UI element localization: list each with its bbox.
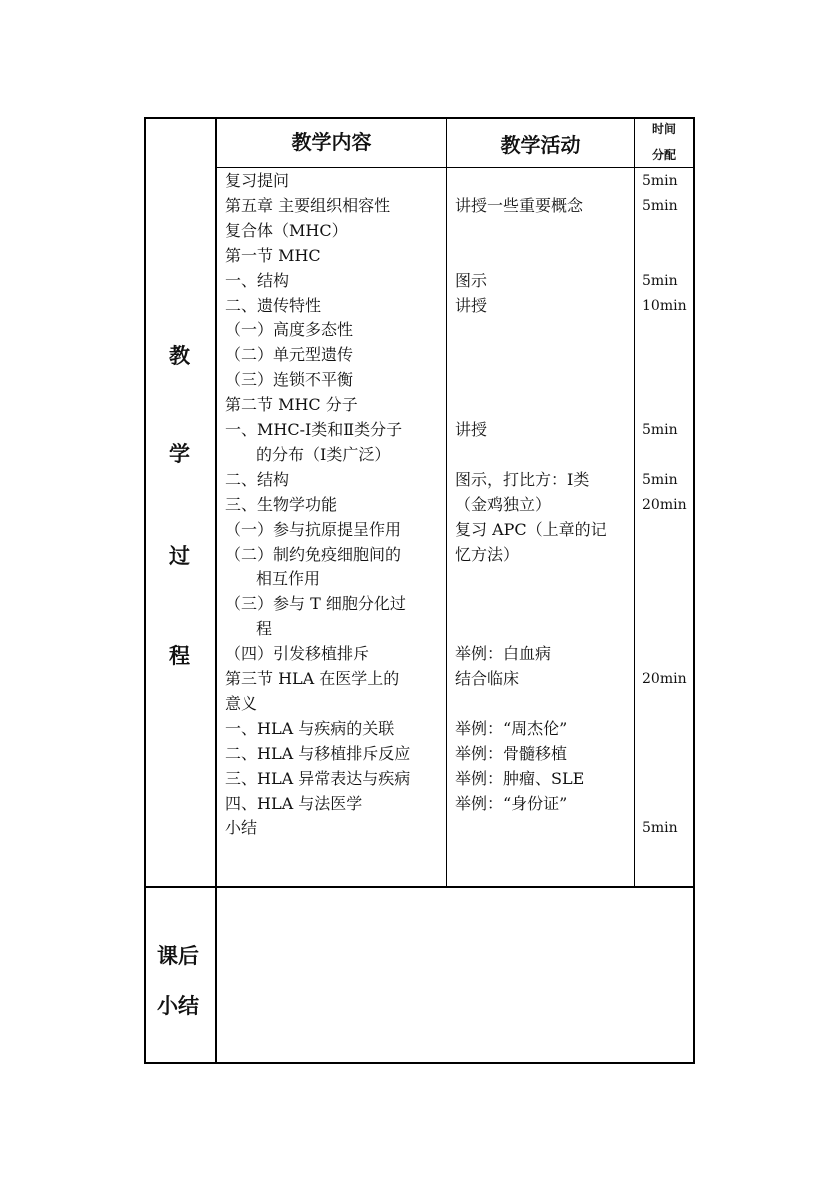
header-time-line1: 时间 [651,122,676,136]
content-row: 相互作用 [256,569,321,589]
time-row: 10min [642,297,687,314]
content-row: 第五章 主要组织相容性 [225,195,391,215]
time-row: 5min [642,422,678,438]
activity-row: 举例：肿瘤、SLE [455,768,585,788]
content-row: （三）参与 T 细胞分化过 [225,594,406,614]
content-row: 二、HLA 与移植排斥反应 [225,743,411,763]
content-row: 三、HLA 异常表达与疾病 [225,768,411,788]
activity-row: 复习 APC（上章的记 [455,519,607,539]
header-activity: 教学活动 [500,133,581,157]
time-row: 5min [642,197,678,214]
content-row: 一、结构 [225,270,290,290]
content-row: 三、生物学功能 [225,494,338,514]
activity-row: 图示 [455,270,488,290]
time-row: 5min [642,272,678,289]
time-row: 5min [642,820,678,837]
content-row: 意义 [225,693,258,713]
time-row: 20min [642,496,687,513]
activity-row: 举例：骨髓移植 [455,743,568,763]
activity-row: 讲授 [455,295,488,315]
activity-row: 举例：白血病 [455,644,552,664]
side-label-jiao: 教 [169,344,190,368]
activity-row: 忆方法） [455,544,520,564]
side-label-summary-1: 课后 [157,944,199,968]
content-row: 小结 [225,818,258,838]
content-row: 一、HLA 与疾病的关联 [225,718,395,738]
header-content: 教学内容 [291,130,372,154]
activity-row: 图示，打比方：Ⅰ类 [455,469,590,489]
side-label-guo: 过 [169,544,190,568]
content-row: （四）引发移植排斥 [225,644,370,664]
activity-row: 结合临床 [455,669,520,688]
content-row: 程 [256,619,273,639]
activity-row: 举例：“周杰伦” [455,718,568,738]
content-row: 二、结构 [225,469,290,489]
content-row: 第二节 MHC 分子 [225,395,358,415]
content-row: （三）连锁不平衡 [225,370,354,390]
content-row: 第三节 HLA 在医学上的 [225,669,400,688]
content-row: （二）制约免疫细胞间的 [225,544,402,564]
time-row: 20min [642,671,687,687]
side-label-cheng: 程 [169,644,190,668]
time-row: 5min [642,471,678,488]
activity-row: 举例：“身份证” [455,793,568,813]
content-row: （一）参与抗原提呈作用 [225,519,402,539]
content-row: 复合体（MHC） [225,220,348,240]
side-label-summary-2: 小结 [157,994,199,1018]
content-row: 的分布（Ⅰ类广泛） [256,444,391,464]
content-row: 复习提问 [225,171,290,190]
activity-row: 讲授 [455,420,488,439]
time-row: 5min [642,173,678,189]
content-row: （一）高度多态性 [225,320,354,340]
summary-cell [217,888,693,1062]
activity-row: 讲授一些重要概念 [455,195,584,215]
content-row: 一、MHC-Ⅰ类和Ⅱ类分子 [225,420,403,439]
activity-row: （金鸡独立） [455,494,552,514]
content-row: 第一节 MHC [225,245,321,265]
side-label-xue: 学 [169,442,190,466]
content-row: （二）单元型遗传 [225,345,354,365]
content-row: 四、HLA 与法医学 [225,793,363,813]
content-row: 二、遗传特性 [225,295,322,315]
header-time-line2: 分配 [651,148,676,162]
